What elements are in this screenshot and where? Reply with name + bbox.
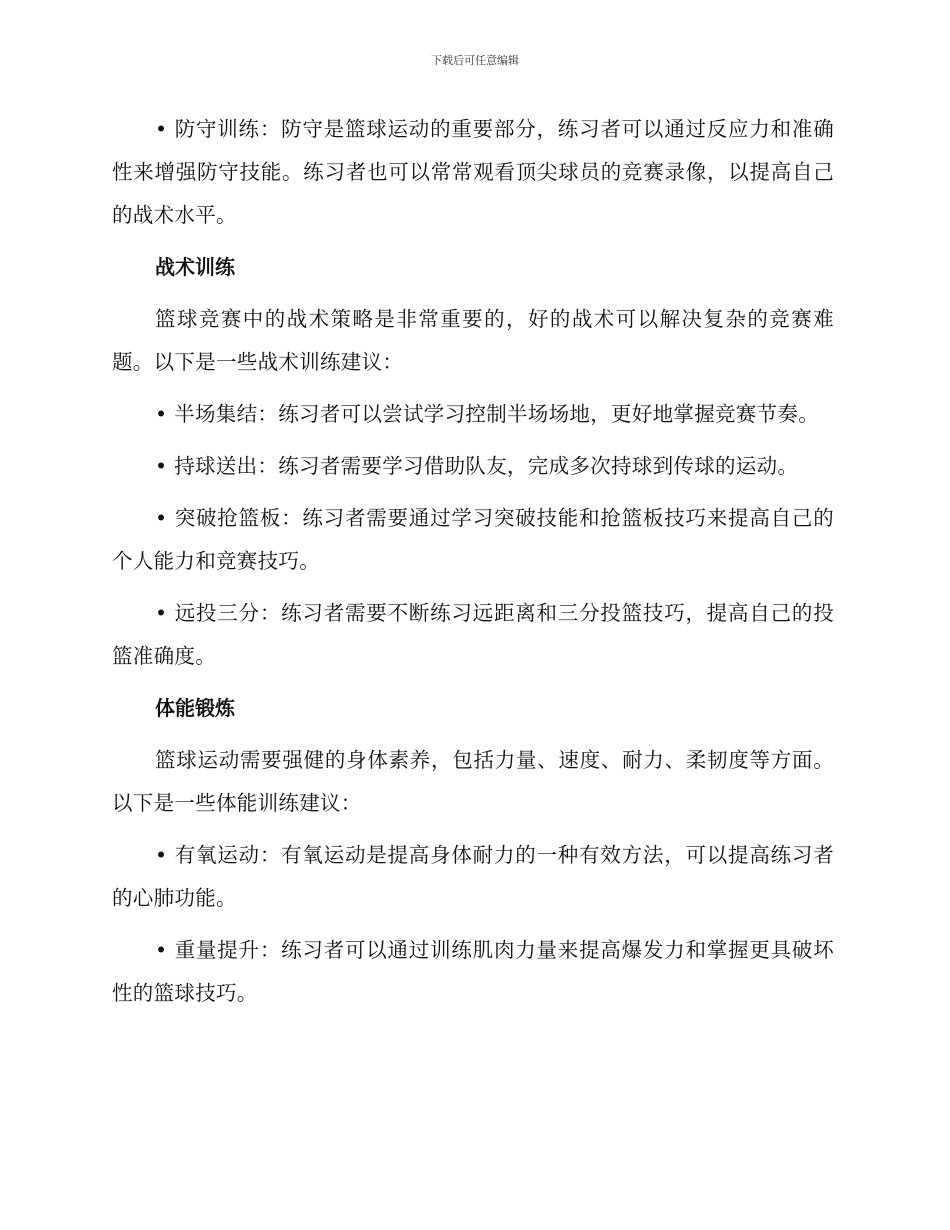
paragraph-three-point: • 远投三分：练习者需要不断练习远距离和三分投篮技巧，提高自己的投篮准确度。 bbox=[112, 601, 834, 668]
document-body bbox=[112, 108, 834, 1015]
paragraph-rebounding: • 突破抢篮板：练习者需要通过学习突破技能和抢篮板技巧来提高自己的个人能力和竞赛技巧。 bbox=[112, 506, 834, 573]
page-header-note: 下载后可任意编辑 bbox=[431, 54, 519, 67]
paragraph-tactics-intro: 篮球竞赛中的战术策略是非常重要的，好的战术可以解决复杂的竞赛难题。以下是一些战术训练建议： bbox=[112, 307, 834, 374]
paragraph-aerobic: • 有氧运动：有氧运动是提高身体耐力的一种有效方法，可以提高练习者的心肺功能。 bbox=[112, 843, 834, 910]
paragraph-ball-passing: • 持球送出：练习者需要学习借助队友，完成多次持球到传球的运动。 bbox=[155, 454, 799, 478]
section-heading-tactics: 战术训练 bbox=[155, 255, 235, 279]
section-heading-fitness: 体能锻炼 bbox=[155, 696, 235, 720]
paragraph-strength: • 重量提升：练习者可以通过训练肌肉力量来提高爆发力和掌握更具破坏性的篮球技巧。 bbox=[112, 938, 834, 1005]
paragraph-fitness-intro: 篮球运动需要强健的身体素养，包括力量、速度、耐力、柔韧度等方面。以下是一些体能训练建议： bbox=[112, 748, 834, 815]
paragraph-half-court: • 半场集结：练习者可以尝试学习控制半场场地，更好地掌握竞赛节奏。 bbox=[155, 402, 820, 426]
paragraph-defense-training: • 防守训练：防守是篮球运动的重要部分，练习者可以通过反应力和准确性来增强防守技能。练习者也可以常常观看顶尖球员的竞赛录像，以提高自己的战术水平。 bbox=[112, 117, 834, 227]
